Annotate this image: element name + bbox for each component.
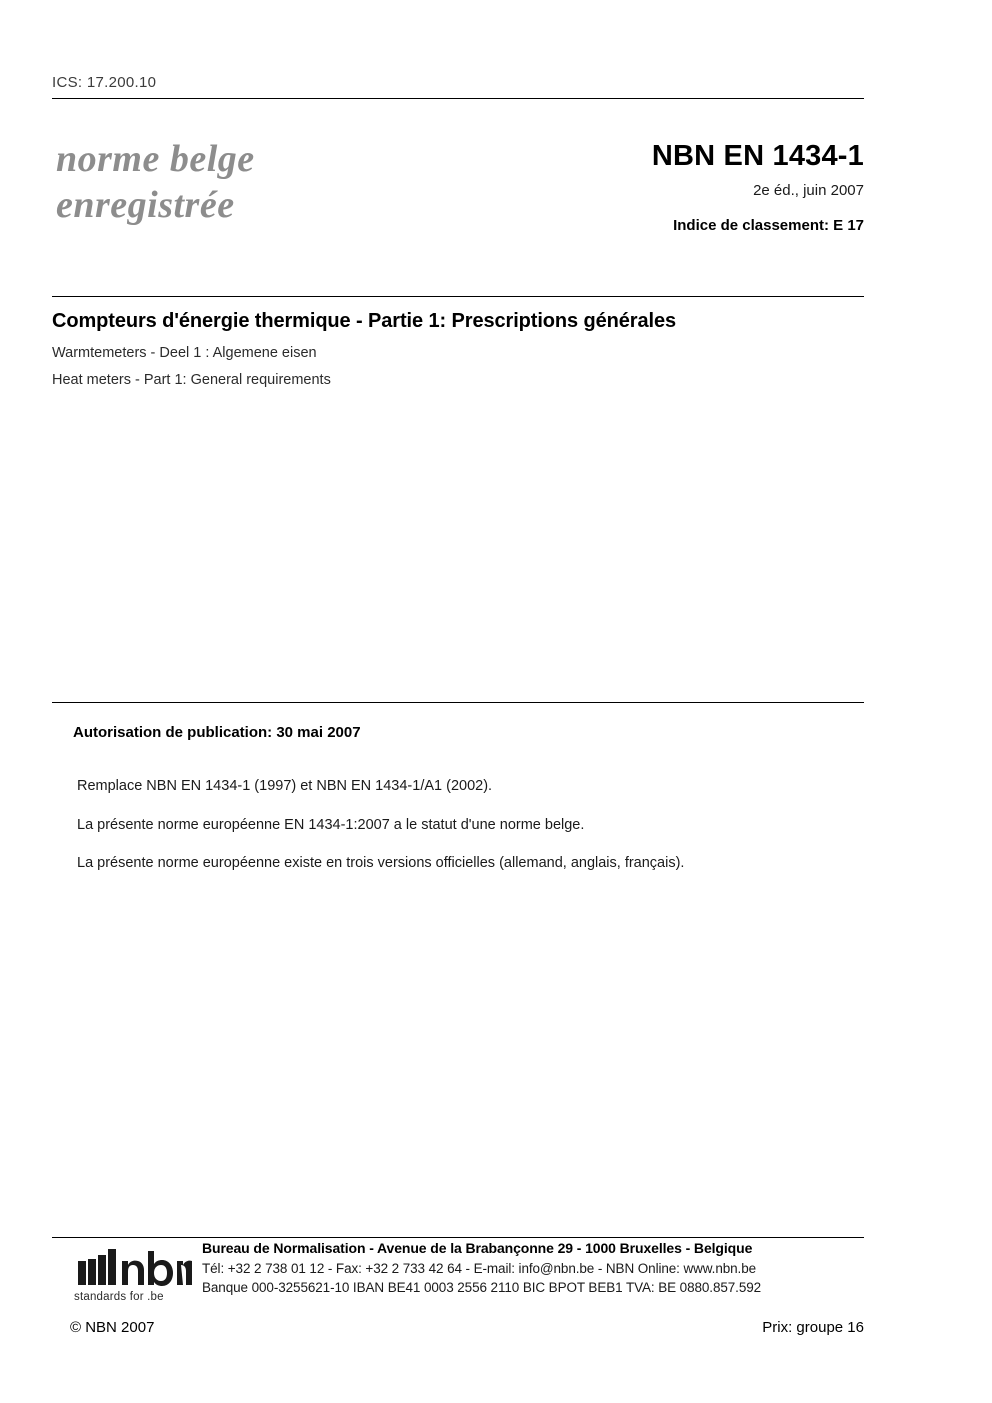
title-english: Heat meters - Part 1: General requirements: [52, 372, 331, 388]
nbn-logo-icon: [74, 1245, 192, 1289]
classification-index: Indice de classement: E 17: [673, 217, 864, 234]
ics-code: ICS: 17.200.10: [52, 74, 157, 91]
standard-type-label: [56, 136, 255, 229]
standard-type-line-2: enregistrée: [56, 184, 235, 227]
note-status: La présente norme européenne EN 1434-1:2007 a le statut d'une norme belge.: [77, 817, 585, 833]
nbn-logo: [74, 1245, 192, 1307]
divider-footer: [52, 1237, 864, 1238]
standard-edition: 2e éd., juin 2007: [753, 182, 864, 199]
footer-banking: Banque 000-3255621-10 IBAN BE41 0003 2556 2110 BIC BPOT BEB1 TVA: BE 0880.857.592: [202, 1280, 762, 1295]
nbn-logo-tagline: standards for .be: [74, 1291, 164, 1303]
divider-top: [52, 98, 864, 99]
title-dutch: Warmtemeters - Deel 1 : Algemene eisen: [52, 345, 317, 361]
divider-middle: [52, 296, 864, 297]
page-content: [52, 0, 864, 1403]
standard-reference-block: [404, 140, 864, 234]
divider-lower: [52, 702, 864, 703]
note-versions: La présente norme européenne existe en trois versions officielles (allemand, anglais, français).: [77, 855, 685, 871]
price-group: Prix: groupe 16: [762, 1319, 864, 1336]
standard-number: NBN EN 1434-1: [651, 140, 864, 172]
note-replaces: Remplace NBN EN 1434-1 (1997) et NBN EN 1434-1/A1 (2002).: [77, 778, 493, 794]
footer-contact: Tél: +32 2 738 01 12 - Fax: +32 2 733 42 64 - E-mail: info@nbn.be - NBN Online: www.nbn.be: [202, 1261, 757, 1276]
standard-type-line-1: norme belge: [56, 138, 255, 180]
title-french: Compteurs d'énergie thermique - Partie 1: Prescriptions générales: [52, 310, 676, 332]
publication-authorisation: Autorisation de publication: 30 mai 2007: [73, 724, 361, 741]
footer-contact-block: [202, 1240, 864, 1295]
copyright-notice: © NBN 2007: [70, 1319, 155, 1336]
footer-address: Bureau de Normalisation - Avenue de la Brabançonne 29 - 1000 Bruxelles - Belgique: [202, 1240, 753, 1256]
